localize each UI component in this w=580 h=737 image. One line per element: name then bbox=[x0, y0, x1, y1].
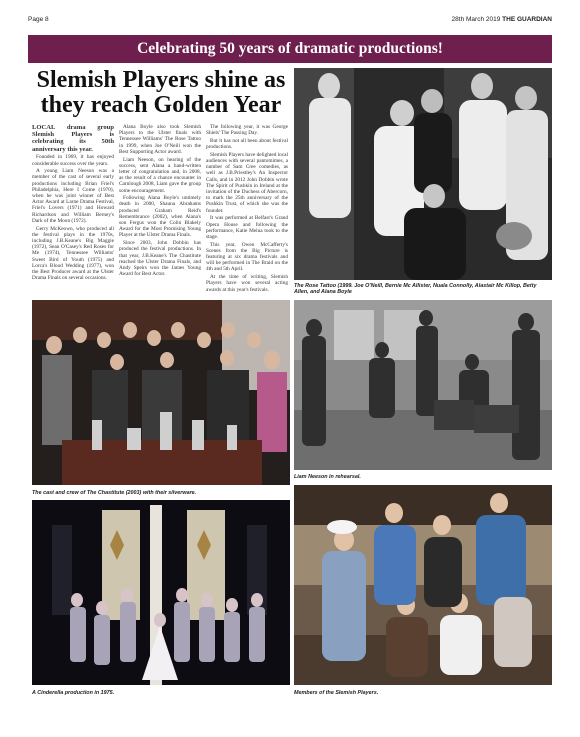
article-paragraph: Since 2003, John Dobbin has produced the festival productions. In that year, J.B.Keane's The Chastitute reached the Ulster Drama Finals, and Andy Speirs won the James Young Award for Best Actor. bbox=[119, 240, 201, 278]
publication-line bbox=[452, 16, 552, 23]
photo-members bbox=[294, 485, 552, 685]
article-paragraph: The following year, it was George Shiels' The Passing Day. bbox=[206, 124, 288, 137]
article-paragraph: Founded in 1969, it has enjoyed considerable success over the years. bbox=[32, 154, 114, 167]
article-paragraph: Liam Neeson, on hearing of the success, sent Alana a hand-written letter of congratulation and, in 2008, as the result of a chance encounter in Carnlough 2008, Liam gave the group some encouragement. bbox=[119, 156, 201, 194]
article-column-1 bbox=[32, 124, 114, 283]
page-header bbox=[28, 14, 552, 28]
caption-chastitute: The cast and crew of The Chastitute (2003) with their silverware. bbox=[32, 490, 197, 496]
article-paragraph: But it has not all been about festival productions. bbox=[206, 137, 288, 151]
section-banner: Celebrating 50 years of dramatic productions! bbox=[28, 35, 552, 63]
article-paragraph: It was performed at Belfast's Grand Opera House and following the performance, Katie Melua took to the stage. bbox=[206, 215, 288, 240]
article-paragraph: A young Liam Neeson was a member of the cast of several early productions including Brian Friel's Philadelphia, Here I Come (1970), when he was joint winner of Best Actor Award at Larne Drama Festival, Friel's Lovers (1971) and Howard Richardson and William Berney's Dark of the Moon (1972). bbox=[32, 168, 114, 224]
article-paragraph: Slemish Players have delighted local audiences with several pantomimes, a number of Sam Cree comedies, as well as J.B.Priestley's An Inspector Calls, and in 2012 John Dobbin wrote The Spirit of Pushkin in Ireland at the invitation of the Duchess of Abercorn, to mark the 25th anniversary of the Pushkin Trust, of which she was the founder. bbox=[206, 151, 288, 214]
article-paragraph: Following Alana Boyle's untimely death in 2000, Shauna Abrahams produced Graham Reid's Remembrance (2002), when Alana's son Fergus won the Colin Blakely Award for the Most Promising Young Player at the Ulster Drama Finals. bbox=[119, 195, 201, 239]
article-paragraph: Gerry McKeown, who produced all the festival plays in the 1970s, including J.B.Keane's Big Maggie (1972), Sean O'Casey's Red Roses for Me (1974), Tennessee Williams' Sweet Bird of Youth (1975) and Lorca's Blood Wedding (1977), won the Best Producer award at the Ulster Drama Finals on several occasions. bbox=[32, 225, 114, 282]
photo-chastitute bbox=[32, 300, 290, 485]
caption-members: Members of the Slemish Players. bbox=[294, 690, 379, 696]
issue-date: 28th March 2019 bbox=[451, 16, 501, 23]
caption-rose-tattoo: The Rose Tattoo (1999. Joe O'Neill, Bernie Mc Allister, Nuala Connolly, Alastair Mc Killop, Betty Allen, and Alana Boyle bbox=[294, 283, 537, 296]
photo-rehearsal bbox=[294, 300, 552, 470]
article-lead: LOCAL drama group Slemish Players is celebrating its 50th anniversary this year. bbox=[32, 124, 114, 153]
publication-name: THE GUARDIAN bbox=[502, 16, 552, 23]
caption-cinderella: A Cinderella production in 1975. bbox=[32, 690, 115, 696]
page-number: Page 8 bbox=[28, 16, 49, 23]
article-column-3 bbox=[206, 124, 288, 294]
photo-rose-tattoo bbox=[294, 68, 552, 280]
article-column-2 bbox=[119, 124, 201, 279]
caption-rehearsal: Liam Neeson in rehearsal. bbox=[294, 474, 361, 480]
photo-cinderella bbox=[32, 500, 290, 685]
article-paragraph: Alana Boyle also took Slemish Players to the Ulster finals with Tennessee Williams' The Rose Tattoo in 1999, when Joe O'Neill won the Best Supporting Actor award. bbox=[119, 124, 201, 155]
headline: Slemish Players shine as they reach Golden Year bbox=[36, 67, 286, 118]
article-paragraph: At the time of writing, Slemish Players have won several acting awards at this year's festivals. bbox=[206, 274, 288, 293]
article-paragraph: This year, Owen McCafferty's Scenes from the Big Picture is featuring at six drama festivals and will be performed in The Braid on the 4th and 5th April. bbox=[206, 241, 288, 273]
